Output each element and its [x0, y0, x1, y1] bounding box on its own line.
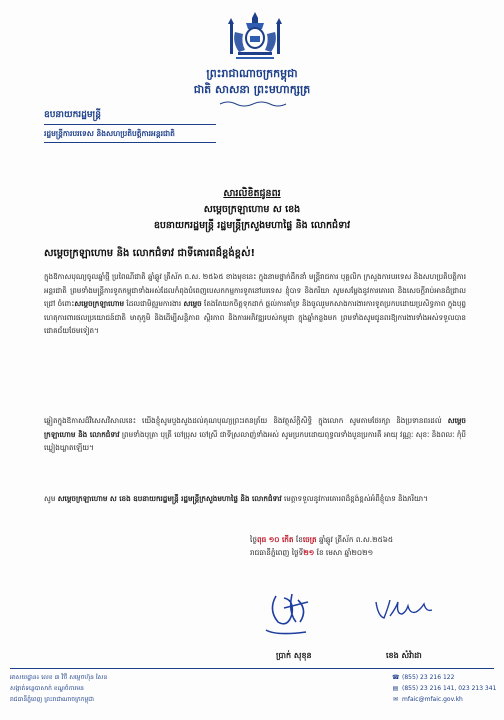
sender-block [44, 108, 216, 144]
address-line-1: អាសយដ្ឋាន៖ លេខ ៣ វិថី សម្តេចហ៊ុន សែន [10, 674, 108, 681]
sender-underline [44, 124, 216, 125]
solar-month-year: ខែ មេសា ឆ្នាំ២០២១ [314, 548, 374, 557]
letter-subject [0, 186, 504, 234]
phone-row [392, 672, 502, 683]
subject-line-1: សារលិខិតជូនពរ [223, 188, 281, 199]
handwritten-signature-right [372, 596, 432, 624]
p1-text-a: ក្នុងឱកាសបុណ្យចូលឆ្នាំថ្មី ប្រពៃណីជាតិ ឆ្នាំឆ្លូវ ត្រីស័ក ព.ស. ២៥៦៥ ខាងមុខនេះ ក្នុងនាមថ្នាក់ដឹកនាំ មន្ត្រីរាជការ បុគ្គលិក ក្រសួងការបរទេស និងសហប្រតិបត្តិការអន្តរជាតិ ព្រមទាំងមន្ត្រីការទូតកម្ពុជាទាំងអស់ដែលកំពុងបំពេញបេសកកម្មការទូតនៅបរទេស ខ្ញុំបាទ និងភរិយា សូមសម្តែងនូវការគោរព និងសេចក្តីរាប់អានដ៏ជ្រាលជ្រៅ ចំពោះ [44, 272, 466, 308]
p1-text-e: តែងតែយកចិត្តទុកដាក់ ផ្តល់ការគាំទ្រ និងចូលរួមកសាងការងារការទូតប្រកបដោយប្រសិទ្ធភាព ក្នុងបុព្វហេតុការពារផលប្រយោជន៍ជាតិ មាតុភូមិ និងដើម្បីសន្តិភាព ស្ថិរភាព និងការអភិវឌ្ឍរបស់កម្ពុជា ក្នុងឆ្នាំកន្លងមក ព្រមទាំងសូមជូនពរឱ្យការងារទាំងអស់ទទួលបានជោគជ័យថែមទៀត។ [44, 299, 466, 335]
lunar-date [250, 533, 480, 546]
signatory-name-left: ប្រាក់ សុខុន [276, 651, 312, 660]
p2-text-a: ឆ្លៀតក្នុងឱកាសដ៏វិសេសវិសាលនេះ យើងខ្ញុំសូមបួងសួងដល់គុណបុណ្យព្រះរតនត្រ័យ និងវត្ថុស័ក្តិសិទ្ធិ ក្នុងលោក សូមតាមថែរក្សា និងប្រទានពរដល់ [44, 416, 448, 425]
subject-line-2: សម្តេចក្រឡាហោម ស ខេង [203, 204, 301, 215]
lunar-year: ឆ្នាំឆ្លូវ ត្រីស័ក ព.ស.២៥៦៥ [316, 535, 394, 544]
footer-address [10, 672, 300, 705]
p3-recipient: សម្តេចក្រឡាហោម ស ខេង ឧបនាយករដ្ឋមន្ត្រី រដ្ឋមន្ត្រីក្រសួងមហាផ្ទៃ និង លោកជំទាវ [57, 494, 282, 503]
footer-contacts [392, 672, 502, 705]
p2-text-c: ព្រមទាំងបុត្រា បុត្រី ចៅប្រុស ចៅស្រី ជាទីស្រលាញ់ទាំងអស់ សូមប្រកបដោយពុទ្ធពរទាំងបួនប្រការគឺ អាយុ វណ្ណៈ សុខៈ និងពលៈ កុំបីឃ្លៀងឃ្លាតឡើយ។ [44, 429, 466, 452]
p1-recipient: សម្តេចក្រឡាហោម [74, 299, 125, 308]
email-row [392, 694, 502, 705]
solar-date [250, 546, 480, 559]
email-address[interactable]: mfaic@mfaic.gov.kh [402, 696, 463, 703]
p2-recipient: សម្តេចក្រឡាហោម និង លោកជំទាវ [44, 416, 466, 439]
national-motto: ជាតិ សាសនា ព្រះមហាក្សត្រ [193, 83, 311, 96]
kingdom-heading [0, 66, 504, 98]
kingdom-name: ព្រះរាជាណាចក្រកម្ពុជា [206, 67, 298, 80]
royal-coat-of-arms-emblem [226, 10, 284, 62]
p1-text-c: ដែលជាមិត្តរួមការងារ [124, 299, 184, 308]
sender-title: ឧបនាយករដ្ឋមន្ត្រី [44, 110, 101, 120]
p3-text-a: សូម [44, 494, 58, 503]
solar-day: ២១ [303, 548, 315, 557]
body-paragraph-2 [44, 414, 466, 455]
fax-icon: ▤ [392, 685, 399, 692]
p1-samdech: សម្តេច [183, 299, 202, 308]
handwritten-signature-left [262, 590, 322, 636]
lunar-month-prefix: ខែ [293, 535, 303, 544]
salutation: សម្តេចក្រឡាហោម និង លោកជំទាវ ជាទីគោរពដ៏ខ្ពង់ខ្ពស់! [44, 248, 256, 259]
email-icon: ✉ [392, 696, 399, 703]
solar-prefix: រាជធានីភ្នំពេញ ថ្ងៃទី [250, 548, 304, 557]
p3-text-c: មេត្តាទទួលនូវការគោរពដ៏ខ្ពង់ខ្ពស់អំពីខ្ញុំបាទ និងភរិយា។ [281, 494, 428, 503]
lunar-month: ចេត្រ [302, 535, 317, 544]
fax-row [392, 683, 502, 694]
address-line-3: រាជធានីភ្នំពេញ ព្រះរាជាណាចក្រកម្ពុជា [10, 696, 94, 703]
ministry-underline [44, 142, 216, 143]
phone-number: (855) 23 216 122 [402, 674, 455, 681]
subject-line-3: ឧបនាយករដ្ឋមន្ត្រី រដ្ឋមន្ត្រីក្រសួងមហាផ្ទៃ និង លោកជំទាវ [153, 220, 351, 231]
body-paragraph-1 [44, 270, 466, 338]
lunar-day: ពុធ ១០ កើត [256, 535, 294, 544]
fax-number: (855) 23 216 141, 023 213 341 [402, 685, 497, 692]
body-paragraph-3 [44, 492, 466, 506]
sender-ministry: រដ្ឋមន្ត្រីការបរទេស និងសហប្រតិបត្តិការអន្តរជាតិ [44, 129, 175, 138]
lunar-prefix: ថ្ងៃ [250, 535, 257, 544]
letter-date [250, 533, 480, 559]
address-line-2: សង្កាត់ទន្លេបាសាក់ ខណ្ឌចំការមន [10, 685, 84, 692]
phone-icon: ☎ [392, 674, 400, 681]
footer-divider [10, 668, 494, 669]
decorative-divider [218, 100, 288, 108]
signatory-name-right: ខេង សំវ៉ាដា [386, 651, 422, 660]
